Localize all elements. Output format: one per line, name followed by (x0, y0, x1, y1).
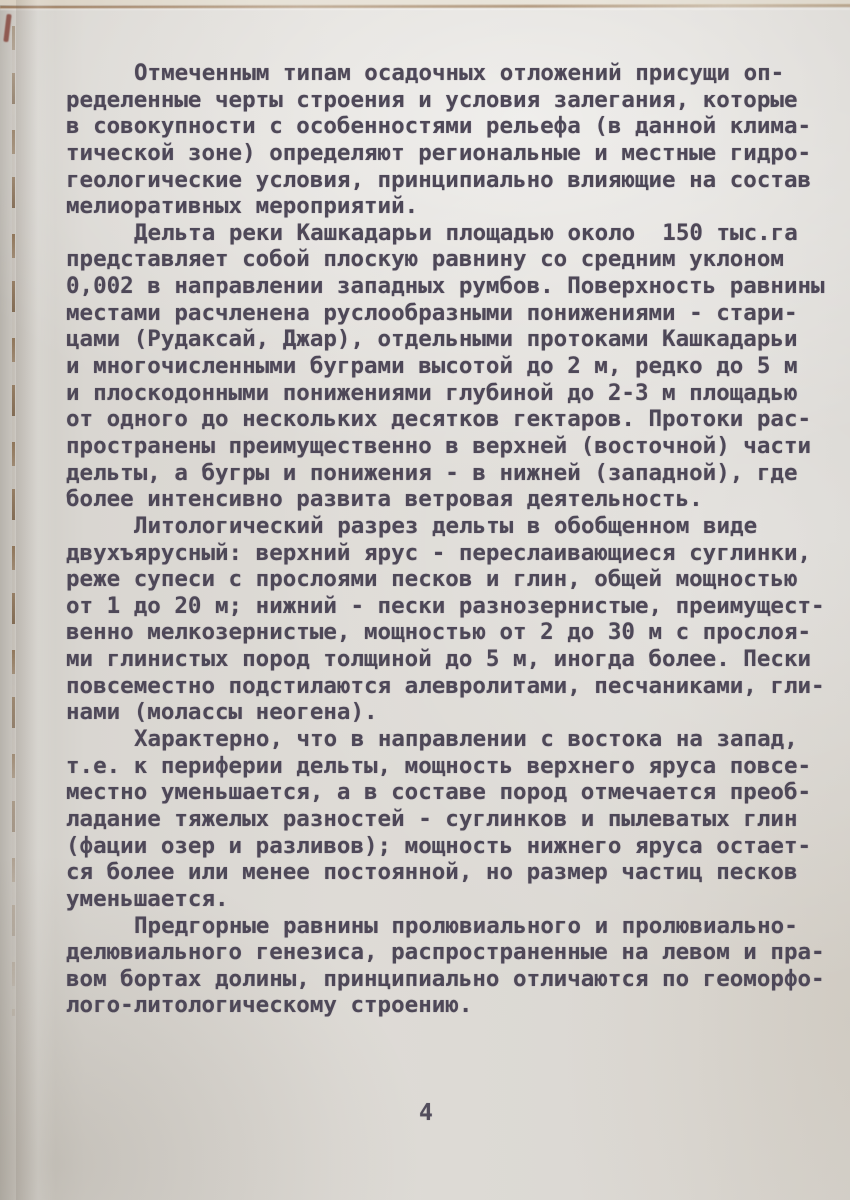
text-line: венно мелкозернистые, мощностью от 2 до 30 м с прослоя- (66, 619, 812, 646)
text-line: реже супеси с прослоями песков и глин, общей мощностью (66, 566, 798, 593)
gutter-shadow (16, 0, 56, 1200)
text-line: дельты, а бугры и понижения - в нижней (западной), где (66, 459, 798, 486)
text-line: пространены преимущественно в верхней (восточной) части (66, 432, 812, 459)
text-line: ределенные черты строения и условия залегания, которые (66, 86, 798, 113)
text-line: ми глинистых пород толщиной до 5 м, иногда более. Пески (66, 646, 812, 673)
body-text (66, 60, 828, 1019)
text-line: Литологический разрез дельты в обобщенном виде (134, 512, 758, 539)
text-line: Предгорные равнины пролювиального и пролювиально- (134, 912, 798, 939)
text-line: тической зоне) определяют региональные и местные гидро- (66, 139, 812, 166)
page-crease-highlight (0, 8, 850, 10)
text-line: Отмеченным типам осадочных отложений присущи оп- (134, 60, 785, 86)
text-line: геологические условия, принципиально влияющие на состав (66, 166, 812, 193)
text-line: вом бортах долины, принципиально отличаются по геоморфо- (66, 965, 825, 992)
text-line: и плоскодонными понижениями глубиной до 2-3 м площадью (66, 379, 798, 406)
text-line: Дельта реки Кашкадарьи площадью около 150 тыс.га (134, 219, 798, 246)
text-line: т.е. к периферии дельты, мощность верхнего яруса повсе- (66, 752, 812, 779)
text-line: делювиального генезиса, распространенные на левом и пра- (66, 939, 825, 966)
text-line: двухъярусный: верхний ярус - переслаивающиеся суглинки, (66, 539, 812, 566)
paragraph (66, 513, 828, 726)
text-line: (фации озер и разливов); мощность нижнего яруса остает- (66, 832, 812, 859)
text-line: от 1 до 20 м; нижний - пески разнозернистые, преимущест- (66, 592, 825, 619)
paragraph (66, 913, 828, 1020)
page-number: 4 (419, 1100, 433, 1126)
text-line: Характерно, что в направлении с востока на запад, (134, 726, 798, 753)
text-line: и многочисленными буграми высотой до 2 м, редко до 5 м (66, 353, 798, 380)
binding-stitch-marks (12, 26, 15, 1016)
text-line: более интенсивно развита ветровая деятельность. (66, 486, 703, 513)
text-line: ладание тяжелых разностей - суглинков и пылеватых глин (66, 805, 798, 832)
text-line: 0,002 в направлении западных румбов. Поверхность равнины (66, 273, 825, 300)
text-line: лого-литологическому строению. (66, 992, 473, 1019)
text-line: уменьшается. (66, 885, 229, 912)
text-line: нами (молассы неогена). (66, 699, 378, 726)
paragraph (66, 220, 828, 513)
text-line: цами (Рудаксай, Джар), отдельными протоками Кашкадарьи (66, 326, 798, 353)
text-line: повсеместно подстилаются алевролитами, песчаниками, гли- (66, 672, 825, 699)
text-line: от одного до нескольких десятков гектаров. Протоки рас- (66, 406, 812, 433)
paragraph (66, 726, 828, 912)
text-line: мелиоративных мероприятий. (66, 193, 419, 220)
paragraph (66, 60, 828, 220)
text-line: представляет собой плоскую равнину со средним уклоном (66, 246, 784, 273)
binding-corner-mark (3, 14, 11, 42)
text-line: местно уменьшается, а в составе пород отмечается преоб- (66, 779, 812, 806)
text-line: ся более или менее постоянной, но размер частиц песков (66, 859, 798, 886)
text-line: местами расчленена руслообразными понижениями - стари- (66, 299, 798, 326)
text-line: в совокупности с особенностями рельефа (в данной клима- (66, 113, 812, 140)
